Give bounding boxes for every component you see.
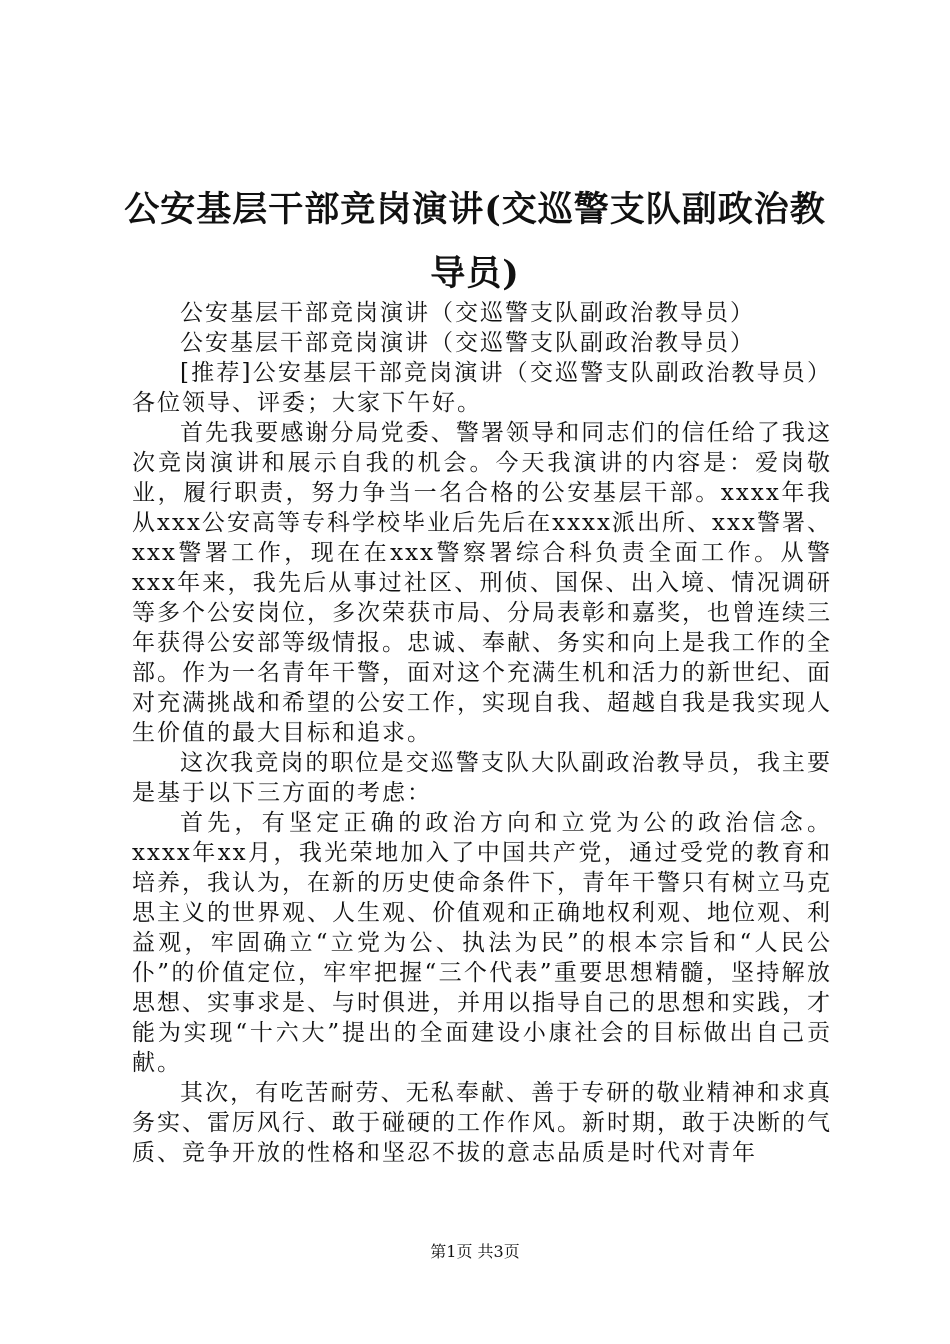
document-title: 公安基层干部竞岗演讲(交巡警支队副政治教导员) (124, 189, 826, 294)
paragraph: 公安基层干部竞岗演讲（交巡警支队副政治教导员） (180, 300, 755, 326)
paragraph: 首先，有坚定正确的政治方向和立党为公的政治信念。xxxx年xx月，我光荣地加入了中国共产党，通过受党的教育和培养，我认为，在新的历史使命条件下，青年干警只有树立马克思主义的世界观、人生观、价值观和正确地权利观、地位观、利益观，牢固确立“立党为公、执法为民”的根本宗旨和“人民公仆”的价值定位，牢牢把握“三个代表”重要思想精髓，坚持解放思想、实事求是、与时俱进，并用以指导自己的思想和实践，才能为实现“十六大”提出的全面建设小康社会的目标做出自己贡献。 (132, 810, 832, 1076)
page-number-footer: 第1页 共3页 (430, 1242, 520, 1261)
paragraph: 其次，有吃苦耐劳、无私奉献、善于专研的敬业精神和求真务实、雷厉风行、敢于碰硬的工作作风。新时期，敢于决断的气质、竞争开放的性格和坚忍不拔的意志品质是时代对青年 (132, 1080, 832, 1166)
paragraph: [推荐]公安基层干部竞岗演讲（交巡警支队副政治教导员）各位领导、评委；大家下午好。 (132, 360, 832, 416)
paragraph: 公安基层干部竞岗演讲（交巡警支队副政治教导员） (180, 330, 755, 356)
document-body (132, 298, 832, 1168)
paragraph: 首先我要感谢分局党委、警署领导和同志们的信任给了我这次竞岗演讲和展示自我的机会。今天我演讲的内容是：爱岗敬业，履行职责，努力争当一名合格的公安基层干部。xxxx年我从xxx公安高等专科学校毕业后先后在xxxx派出所、xxx警署、xxx警署工作，现在在xxx警察署综合科负责全面工作。从警xxx年来，我先后从事过社区、刑侦、国保、出入境、情况调研等多个公安岗位，多次荣获市局、分局表彰和嘉奖，也曾连续三年获得公安部等级情报。忠诚、奉献、务实和向上是我工作的全部。作为一名青年干警，面对这个充满生机和活力的新世纪、面对充满挑战和希望的公安工作，实现自我、超越自我是我实现人生价值的最大目标和追求。 (132, 420, 832, 746)
paragraph: 这次我竞岗的职位是交巡警支队大队副政治教导员，我主要是基于以下三方面的考虑： (132, 750, 832, 806)
